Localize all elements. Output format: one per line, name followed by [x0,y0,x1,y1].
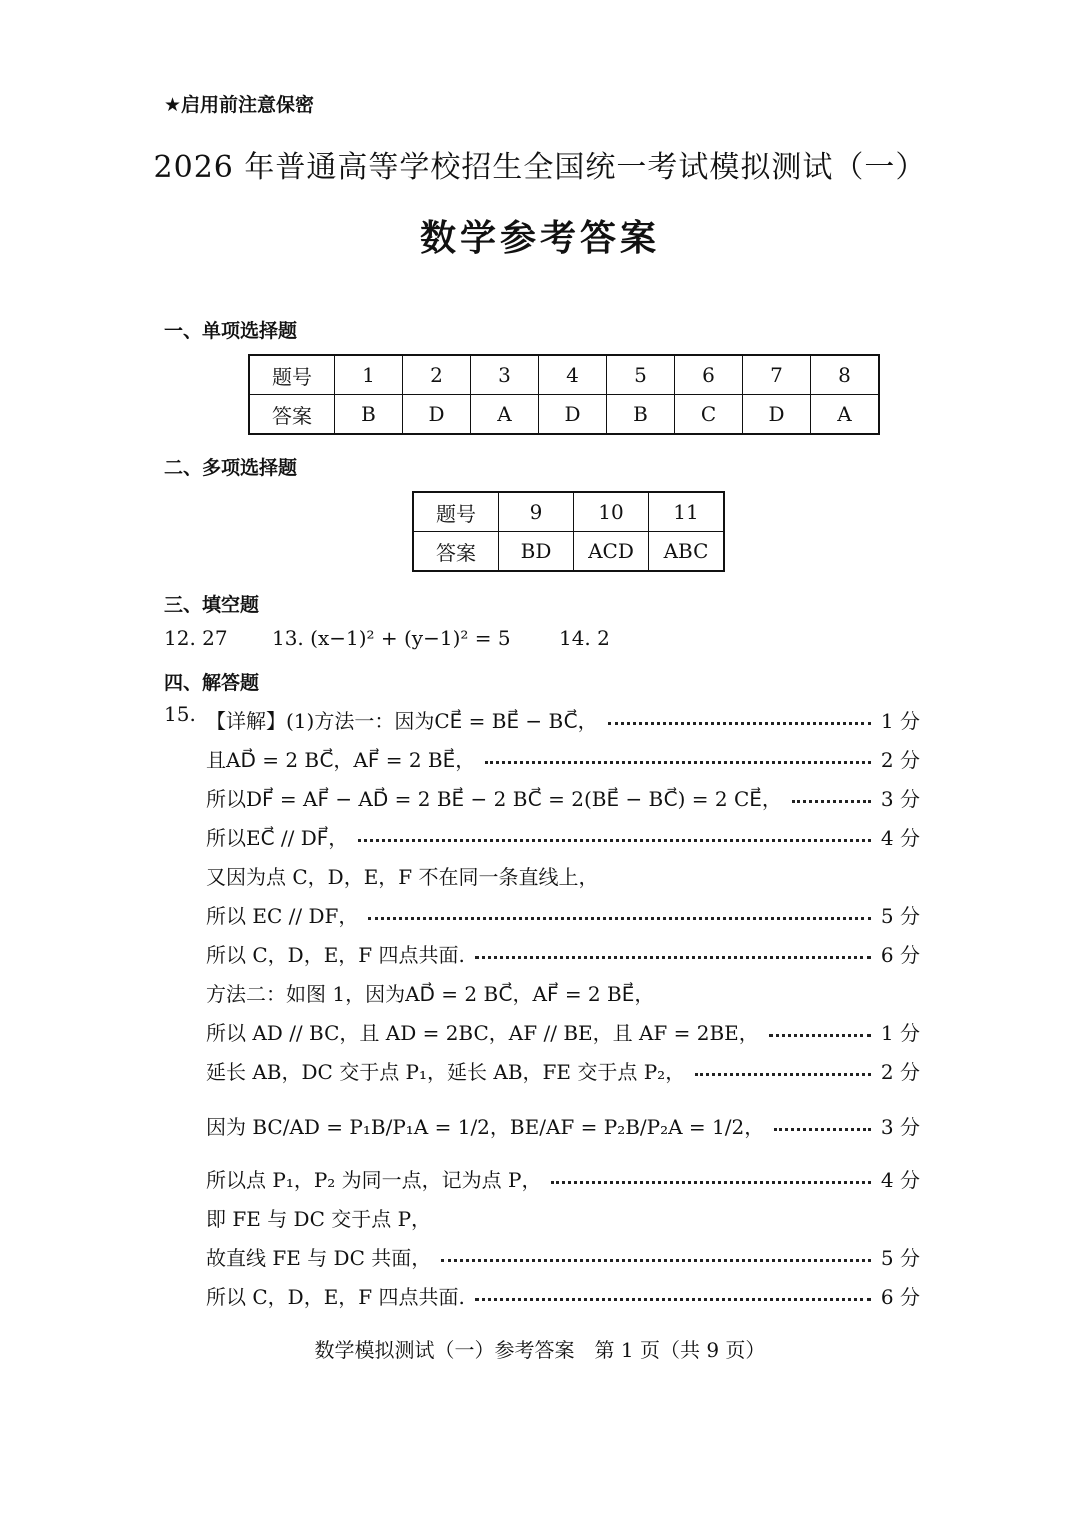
question-number-cell: 9 [499,492,574,532]
question-number-cell: 1 [335,355,403,395]
solution-text: 【详解】(1)方法一：因为CE⃗ = BE⃗ − BC⃗， [206,708,598,733]
solution-text: 故直线 FE 与 DC 共面， [206,1245,432,1270]
answer-q12: 12. 27 [164,626,228,650]
solution-line [206,936,920,970]
solution-text: 且AD⃗ = 2 BC⃗，AF⃗ = 2 BE⃗， [206,747,476,772]
table-row [413,532,724,572]
answer-cell: ABC [649,532,725,572]
solution-text: 又因为点 C，D，E，F 不在同一条直线上， [206,864,599,889]
table-row [249,395,879,435]
answer-cell: ACD [574,532,649,572]
solution-line [206,1239,920,1273]
answer-cell: D [539,395,607,435]
dot-leader [485,761,871,764]
section-solution: 四、解答题 [164,672,260,694]
question-number-cell: 6 [675,355,743,395]
answer-q14: 14. 2 [558,626,610,650]
solution-text: 所以EC⃗ // DF⃗， [206,825,349,850]
solution-text: 延长 AB，DC 交于点 P₁，延长 AB，FE 交于点 P₂， [206,1059,686,1084]
answer-q13: 13. (x−1)² + (y−1)² = 5 [271,626,511,650]
table-header-cell: 答案 [413,532,499,572]
answer-cell: D [403,395,471,435]
score-label: 1 分 [880,708,920,733]
solution-line [206,1200,920,1234]
solution-text: 所以点 P₁，P₂ 为同一点，记为点 P， [206,1167,542,1192]
solution-line [206,858,920,892]
table-row [413,492,724,532]
answer-cell: A [471,395,539,435]
solution-line [206,819,920,853]
solution-text: 因为 BC/AD = P₁B/P₁A = 1/2，BE/AF = P₂B/P₂A = 1/2， [206,1114,765,1139]
solution-text: 所以 EC // DF， [206,903,359,928]
solution-line [206,1053,920,1087]
answer-cell: C [675,395,743,435]
score-label: 3 分 [880,1114,920,1139]
score-label: 5 分 [880,1245,920,1270]
score-label: 3 分 [880,786,920,811]
dot-leader [608,722,871,725]
dot-leader [441,1259,871,1262]
solution-line [206,1108,920,1142]
solution-line [206,780,920,814]
dot-leader [475,956,871,959]
score-label: 2 分 [880,747,920,772]
solution-text: 即 FE 与 DC 交于点 P， [206,1206,432,1231]
solution-text: 所以 C，D，E，F 四点共面. [206,1284,465,1309]
dot-leader [368,917,871,920]
table-header-cell: 题号 [249,355,335,395]
exam-title: 2026 年普通高等学校招生全国统一考试模拟测试（一） [153,150,927,185]
solution-text: 所以 AD // BC，且 AD = 2BC，AF // BE，且 AF = 2BE， [206,1020,759,1045]
solution-line [206,975,920,1009]
dot-leader [475,1298,871,1301]
multi-choice-table [412,491,725,572]
score-label: 4 分 [880,825,920,850]
answer-cell: A [811,395,880,435]
question-number-cell: 11 [649,492,725,532]
solution-line [206,1278,920,1312]
table-header-cell: 题号 [413,492,499,532]
question-number-cell: 4 [539,355,607,395]
question-number-cell: 8 [811,355,880,395]
question-number-cell: 2 [403,355,471,395]
dot-leader [358,839,871,842]
answer-cell: B [607,395,675,435]
confidential-note: ★启用前注意保密 [164,94,315,116]
question-number-15: 15. [164,702,196,726]
solution-line [206,1014,920,1048]
solution-text: 方法二：如图 1，因为AD⃗ = 2 BC⃗，AF⃗ = 2 BE⃗， [206,981,655,1006]
score-label: 6 分 [880,942,920,967]
page-footer: 数学模拟测试（一）参考答案 第 1 页（共 9 页） [314,1338,766,1362]
solution-text: 所以DF⃗ = AF⃗ − AD⃗ = 2 BE⃗ − 2 BC⃗ = 2(BE⃗ − BC⃗) = 2 CE⃗， [206,786,782,811]
section-fill-blank: 三、填空题 [164,594,260,616]
question-number-cell: 10 [574,492,649,532]
dot-leader [695,1073,871,1076]
dot-leader [769,1034,871,1037]
solution-line [206,741,920,775]
score-label: 6 分 [880,1284,920,1309]
section-single-choice: 一、单项选择题 [164,320,298,342]
table-row [249,355,879,395]
fill-blank-answers [164,626,614,650]
dot-leader [792,800,871,803]
section-multi-choice: 二、多项选择题 [164,457,298,479]
answer-cell: BD [499,532,574,572]
solution-text: 所以 C，D，E，F 四点共面. [206,942,465,967]
solution-line [206,897,920,931]
answer-cell: D [743,395,811,435]
question-number-cell: 3 [471,355,539,395]
single-choice-table [248,354,880,435]
dot-leader [774,1128,871,1131]
solution-line [206,702,920,736]
table-header-cell: 答案 [249,395,335,435]
question-number-cell: 5 [607,355,675,395]
question-number-cell: 7 [743,355,811,395]
score-label: 4 分 [880,1167,920,1192]
dot-leader [551,1181,870,1184]
document-title: 数学参考答案 [419,218,660,259]
answer-cell: B [335,395,403,435]
score-label: 1 分 [880,1020,920,1045]
score-label: 2 分 [880,1059,920,1084]
score-label: 5 分 [880,903,920,928]
solution-line [206,1161,920,1195]
